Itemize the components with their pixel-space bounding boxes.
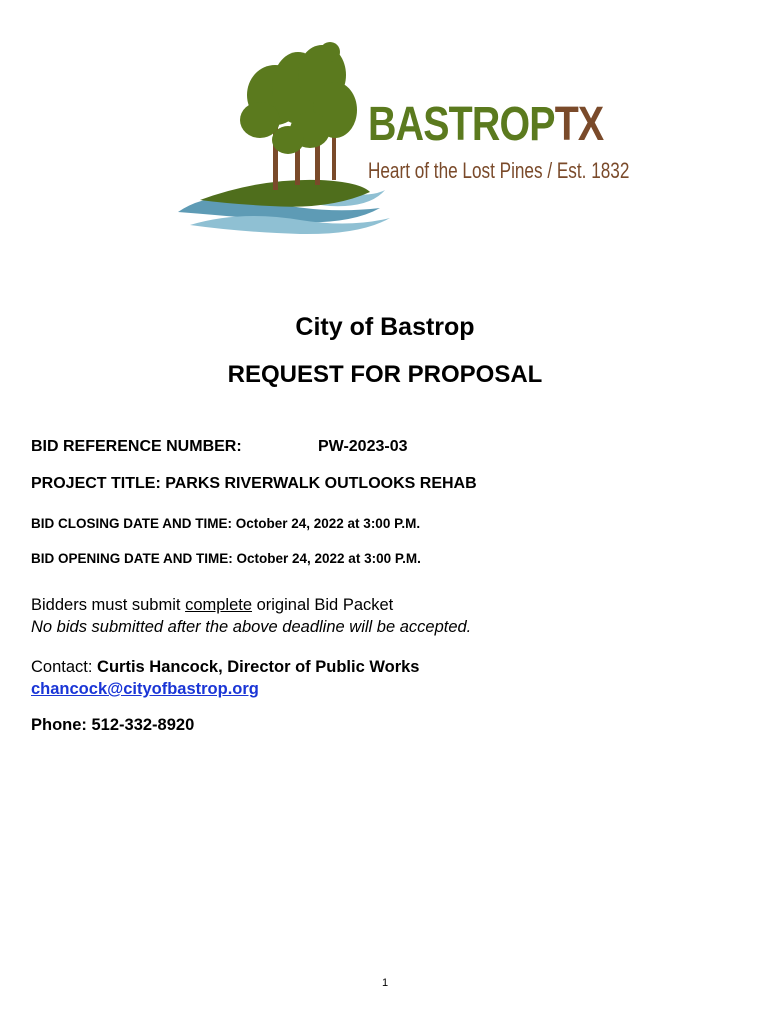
bid-closing-date: BID CLOSING DATE AND TIME: October 24, 2022 at 3:00 P.M.: [31, 516, 421, 531]
contact-label: Contact:: [31, 658, 98, 676]
contact-email-link[interactable]: chancock@cityofbastrop.org: [31, 680, 259, 698]
brand-state: TX: [554, 98, 604, 151]
bid-reference-value: PW-2023-03: [318, 438, 408, 455]
bid-reference-label: BID REFERENCE NUMBER:: [31, 438, 242, 455]
page-number: 1: [381, 977, 389, 989]
contact-phone: Phone: 512-332-8920: [31, 716, 195, 734]
contact-name: Curtis Hancock, Director of Public Works: [97, 658, 420, 676]
bid-opening-date: BID OPENING DATE AND TIME: October 24, 2022 at 3:00 P.M.: [31, 551, 421, 566]
bid-reference-row: [31, 438, 408, 456]
complete-emphasis: complete: [185, 596, 253, 614]
submission-notice: Bidders must submit complete original Bid Packet: [31, 596, 394, 614]
deadline-warning: No bids submitted after the above deadline will be accepted.: [31, 618, 472, 636]
brand-tagline: Heart of the Lost Pines / Est. 1832: [368, 158, 630, 183]
brand-name: BASTROP: [368, 98, 555, 151]
document-type-title: REQUEST FOR PROPOSAL: [227, 361, 543, 388]
contact-line: [31, 658, 419, 677]
city-title: City of Bastrop: [295, 313, 475, 341]
project-title: PROJECT TITLE: PARKS RIVERWALK OUTLOOKS REHAB: [31, 475, 477, 492]
